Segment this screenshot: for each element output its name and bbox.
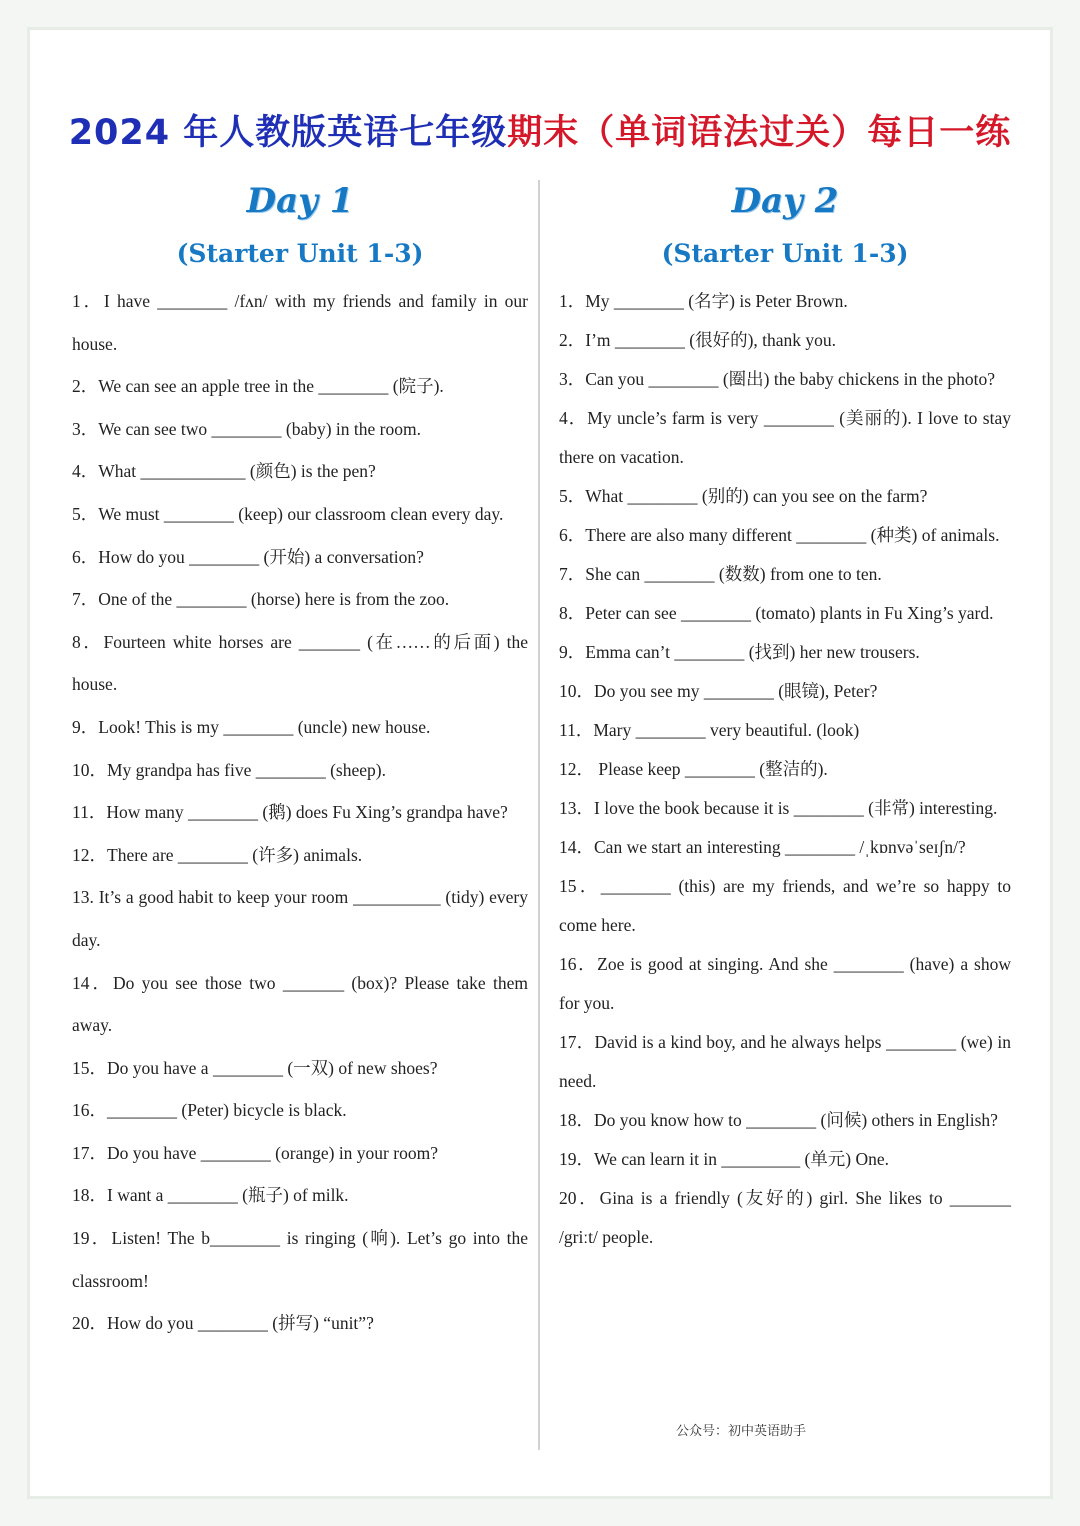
- day1-column: [72, 178, 528, 1345]
- question-item: 14．Can we start an interesting ________ /ˌkɒnvəˈseɪʃn/?: [559, 837, 966, 857]
- column-divider: [538, 180, 540, 1450]
- question-item: 13．I love the book because it is ________ (非常) interesting.: [559, 798, 998, 818]
- question-item: 11．How many ________ (鹅) does Fu Xing’s grandpa have?: [72, 802, 508, 823]
- question-item: 16．________ (Peter) bicycle is black.: [72, 1100, 347, 1121]
- question-item: 2．We can see an apple tree in the ________ (院子).: [72, 376, 444, 397]
- question-item: 1．My ________ (名字) is Peter Brown.: [559, 291, 848, 311]
- question-item: 11．Mary ________ very beautiful. (look): [559, 720, 860, 740]
- title-part-blue: 2024 年人教版英语七年级: [68, 113, 508, 153]
- question-item: 4．My uncle’s farm is very ________ (美丽的). I love to stay there on vacation.: [559, 408, 1011, 467]
- question-item: 16．Zoe is good at singing. And she ________ (have) a show for you.: [559, 954, 1011, 1013]
- day2-heading: Day 2: [731, 181, 839, 221]
- question-item: 15．Do you have a ________ (一双) of new shoes?: [72, 1057, 438, 1078]
- question-item: 9．Emma can’t ________ (找到) her new trousers.: [559, 642, 920, 662]
- question-item: 18．Do you know how to ________ (问候) others in English?: [559, 1110, 998, 1130]
- question-item: 1．I have ________ /fʌn/ with my friends and family in our house.: [72, 291, 528, 354]
- question-item: 3．Can you ________ (圈出) the baby chickens in the photo?: [559, 369, 995, 389]
- day1-heading: Day 1: [246, 181, 354, 221]
- question-item: 10．Do you see my ________ (眼镜), Peter?: [559, 681, 878, 701]
- page-title: [0, 105, 1080, 155]
- question-item: 9．Look! This is my ________ (uncle) new house.: [72, 716, 431, 737]
- day2-unit: (Starter Unit 1-3): [661, 239, 909, 268]
- question-item: 15．________ (this) are my friends, and we’re so happy to come here.: [559, 876, 1011, 935]
- question-item: 3．We can see two ________ (baby) in the room.: [72, 418, 421, 439]
- question-item: 17．David is a kind boy, and he always helps ________ (we) in need.: [559, 1032, 1011, 1091]
- question-item: 5．What ________ (别的) can you see on the farm?: [559, 486, 928, 506]
- question-item: 19．We can learn it in _________ (单元) One.: [559, 1149, 890, 1169]
- question-item: 17．Do you have ________ (orange) in your room?: [72, 1142, 438, 1163]
- question-item: 12． Please keep ________ (整洁的).: [559, 759, 828, 779]
- question-item: 2．I’m ________ (很好的), thank you.: [559, 330, 837, 350]
- day2-column: [559, 178, 1011, 1257]
- day2-question-list: [559, 282, 1011, 1257]
- day1-unit: (Starter Unit 1-3): [176, 239, 424, 268]
- title-part-red: 期末（单词语法过关）每日一练: [507, 113, 1012, 153]
- question-item: 12．There are ________ (许多) animals.: [72, 844, 363, 865]
- question-item: 7．One of the ________ (horse) here is from the zoo.: [72, 589, 450, 610]
- question-item: 4．What ____________ (颜色) is the pen?: [72, 461, 376, 482]
- question-item: 10．My grandpa has five ________ (sheep).: [72, 759, 386, 780]
- question-item: 8．Fourteen white horses are _______ (在……的后面) the house.: [72, 631, 528, 695]
- question-item: 19．Listen! The b________ is ringing (响). Let’s go into the classroom!: [72, 1228, 528, 1291]
- question-item: 5．We must ________ (keep) our classroom clean every day.: [72, 503, 504, 524]
- question-item: 13. It’s a good habit to keep your room __________ (tidy) every day.: [72, 887, 528, 950]
- question-item: 7．She can ________ (数数) from one to ten.: [559, 564, 882, 584]
- question-item: 8．Peter can see ________ (tomato) plants in Fu Xing’s yard.: [559, 603, 994, 623]
- question-item: 6．How do you ________ (开始) a conversation?: [72, 546, 424, 567]
- question-item: 18．I want a ________ (瓶子) of milk.: [72, 1185, 349, 1206]
- credit-text: 公众号：初中英语助手: [676, 1424, 807, 1439]
- question-item: 6．There are also many different ________ (种类) of animals.: [559, 525, 1000, 545]
- question-item: 14．Do you see those two _______ (box)? Please take them away.: [72, 972, 528, 1036]
- question-item: 20．How do you ________ (拼写) “unit”?: [72, 1313, 374, 1334]
- day1-question-list: [72, 280, 528, 1345]
- question-item: 20．Gina is a friendly (友好的) girl. She likes to _______ /griːt/ people.: [559, 1188, 1011, 1247]
